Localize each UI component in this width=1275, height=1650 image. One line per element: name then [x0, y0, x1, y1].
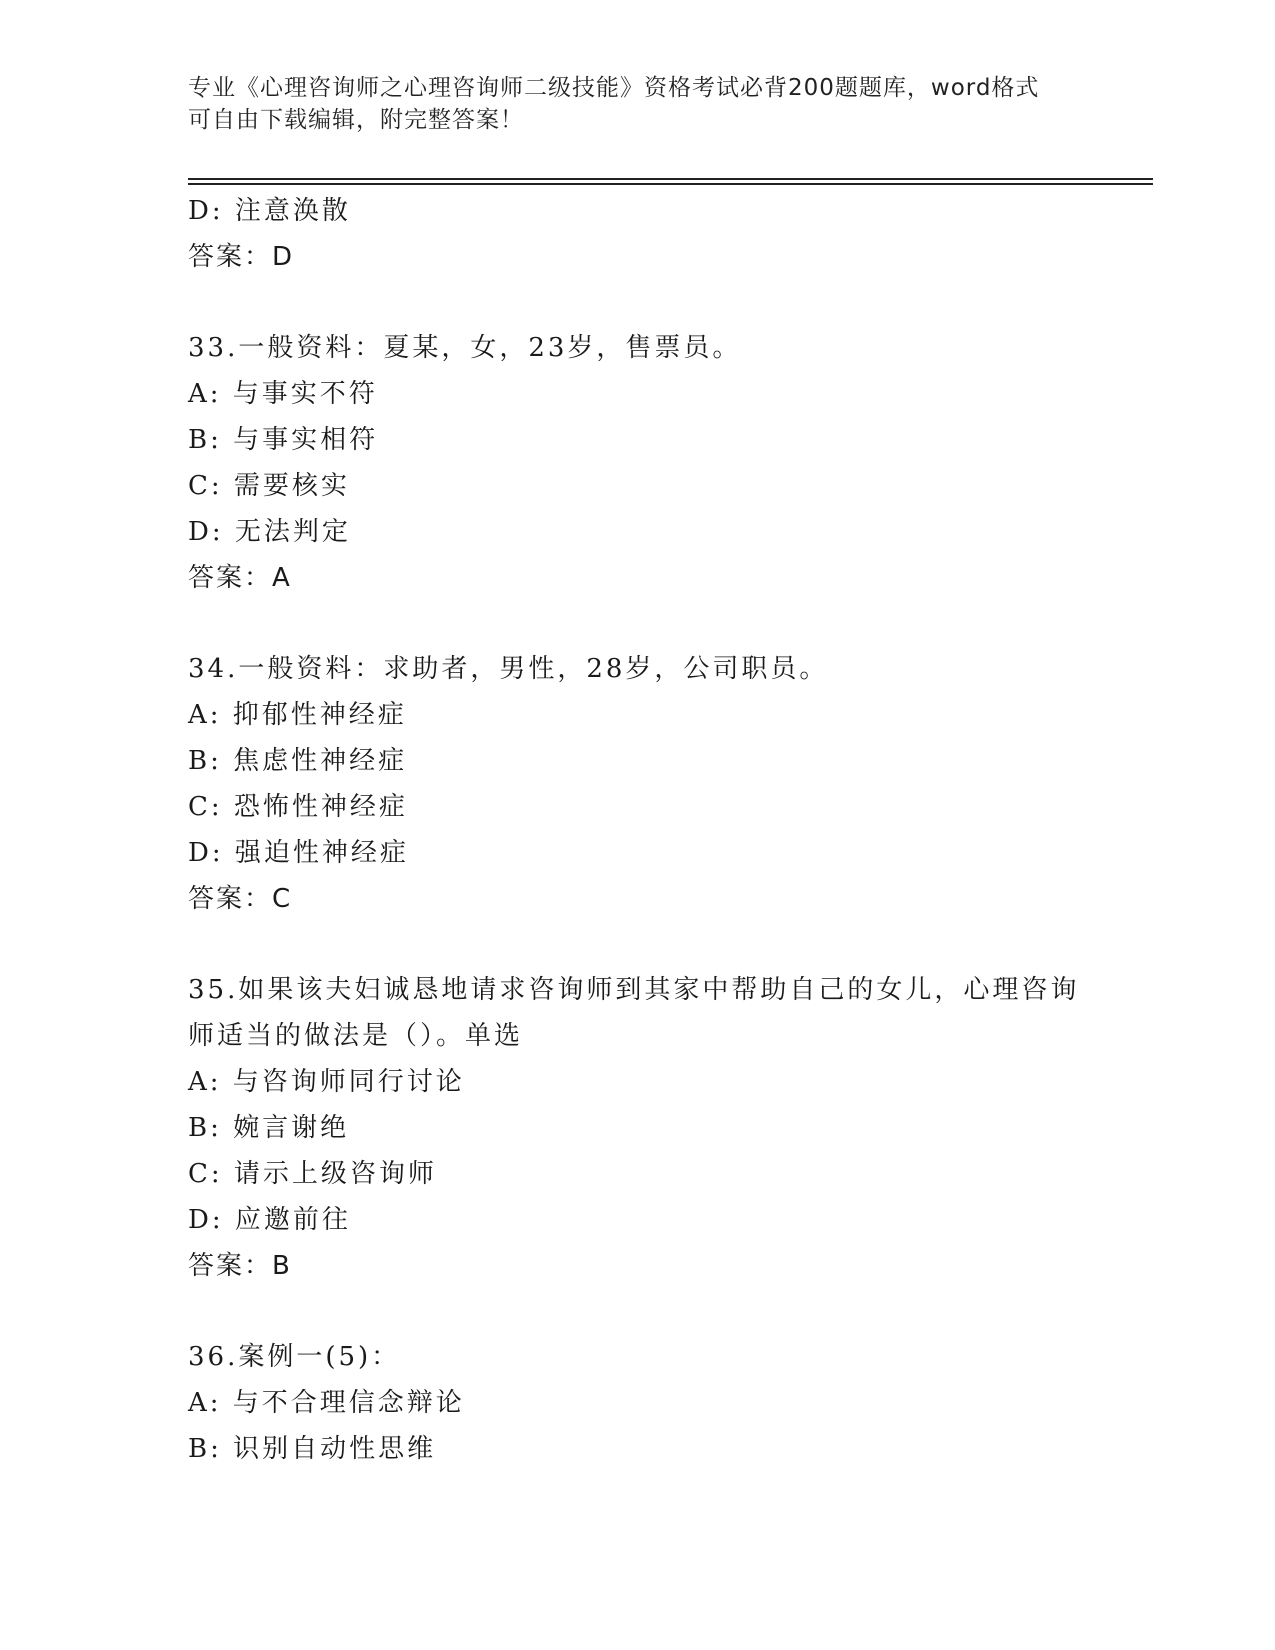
answer-line: 答案：D	[188, 242, 295, 272]
header-title-line-2: 可自由下载编辑，附完整答案！	[188, 107, 524, 133]
question-stem: 36.案例一(5)：	[188, 1342, 401, 1372]
option-b: B: 婉言谢绝	[188, 1113, 350, 1143]
option-b: B: 焦虑性神经症	[188, 746, 408, 776]
spacer	[188, 922, 1088, 967]
question-stem-line-1: 35.如果该夫妇诚恳地请求咨询师到其家中帮助自己的女儿，心理咨询	[188, 975, 1080, 1005]
option-d: D: 强迫性神经症	[188, 838, 409, 868]
document-header	[188, 72, 1088, 136]
option-a: A: 抑郁性神经症	[188, 700, 407, 730]
option-a: A: 与事实不符	[188, 379, 378, 409]
option-c: C: 恐怖性神经症	[188, 792, 408, 822]
question-block-34	[188, 646, 1088, 922]
spacer	[188, 601, 1088, 646]
option-c: C: 请示上级咨询师	[188, 1159, 437, 1189]
question-stem: 33.一般资料：夏某，女，23岁，售票员。	[188, 333, 742, 363]
question-block-36	[188, 1334, 1088, 1472]
header-divider-bottom	[188, 183, 1153, 185]
spacer	[188, 280, 1088, 325]
question-block-33	[188, 325, 1088, 601]
option-c: C: 需要核实	[188, 471, 350, 501]
option-b: B: 与事实相符	[188, 425, 379, 455]
option-d: D: 无法判定	[188, 517, 351, 547]
document-body	[188, 188, 1088, 1472]
question-block-35	[188, 967, 1088, 1289]
option-a: A: 与不合理信念辩论	[188, 1388, 465, 1418]
answer-line: 答案：B	[188, 1251, 292, 1281]
option-a: A: 与咨询师同行讨论	[188, 1067, 465, 1097]
option-d: D: 注意涣散	[188, 196, 351, 226]
spacer	[188, 1289, 1088, 1334]
question-block-prev	[188, 188, 1088, 280]
question-stem-line-2: 师适当的做法是（）。单选	[188, 1021, 524, 1051]
answer-line: 答案：A	[188, 563, 292, 593]
option-d: D: 应邀前往	[188, 1205, 351, 1235]
header-title-line-1: 专业《心理咨询师之心理咨询师二级技能》资格考试必背200题题库，word格式	[188, 75, 1040, 101]
option-b: B: 识别自动性思维	[188, 1434, 437, 1464]
header-divider-top	[188, 178, 1153, 180]
answer-line: 答案：C	[188, 884, 293, 914]
question-stem: 34.一般资料：求助者，男性，28岁，公司职员。	[188, 654, 829, 684]
